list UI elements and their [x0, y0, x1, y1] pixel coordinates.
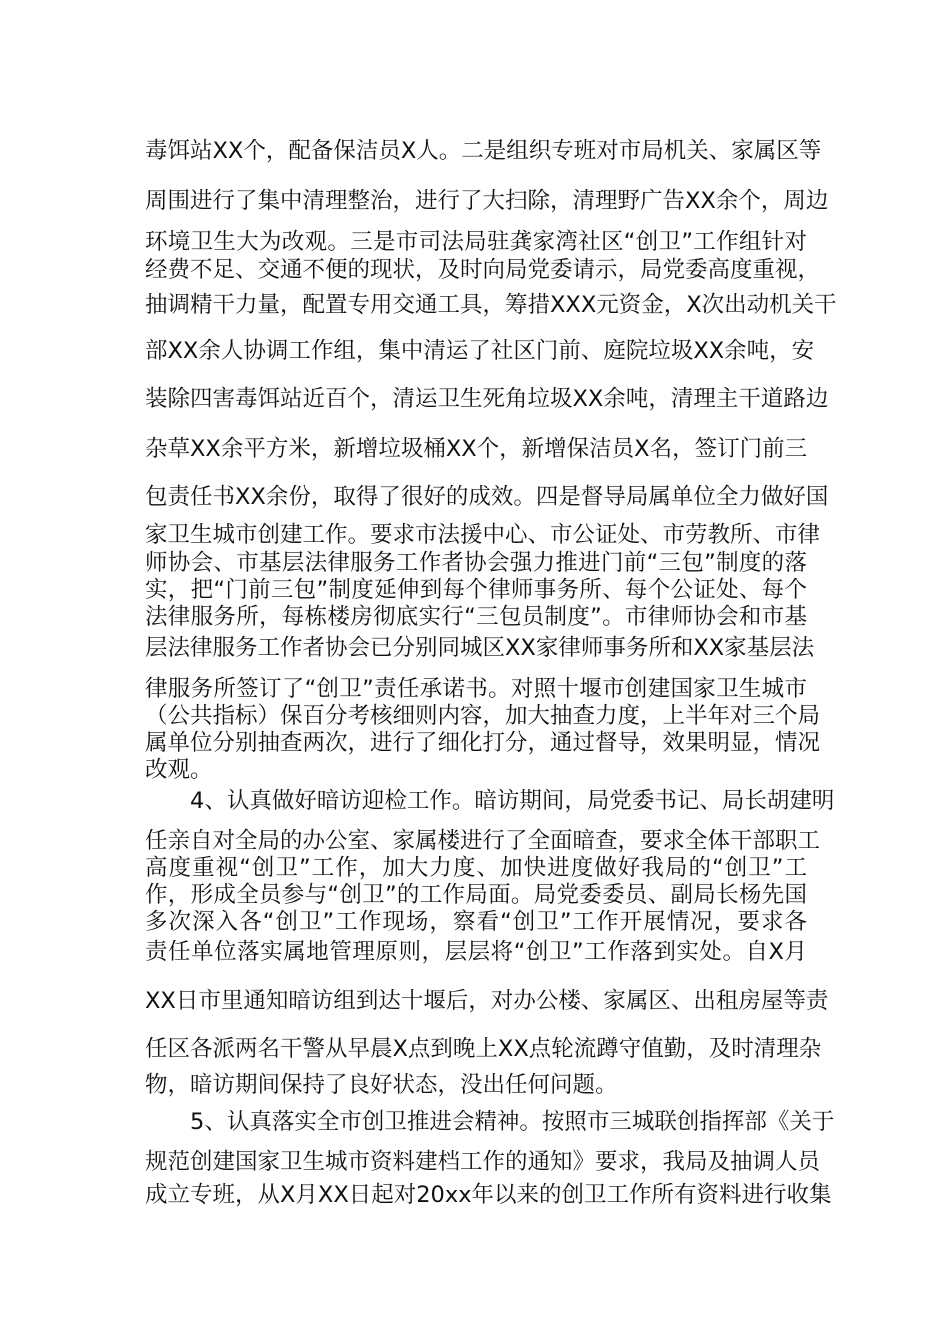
text-line: 规范创建国家卫生城市资料建档工作的通知》要求，我局及抽调人员: [145, 1149, 821, 1175]
text-line: 法律服务所，每栋楼房彻底实行“三包员制度”。市律师协会和市基: [145, 604, 807, 630]
text-line: 多次深入各“创卫”工作现场，察看“创卫”工作开展情况，要求各: [145, 909, 807, 935]
text-line: 包责任书XX余份，取得了很好的成效。四是督导局属单位全力做好国: [145, 484, 829, 510]
text-line: 律服务所签订了“创卫”责任承诺书。对照十堰市创建国家卫生城市: [145, 676, 807, 702]
paragraph-4-first-line: 4、认真做好暗访迎检工作。暗访期间，局党委书记、局长胡建明: [190, 788, 835, 814]
text-line: 责任单位落实属地管理原则，层层将“创卫”工作落到实处。自X月: [145, 939, 807, 965]
text-line: 杂草XX余平方米，新增垃圾桶XX个，新增保洁员X名，签订门前三: [145, 436, 808, 462]
text-line: 环境卫生大为改观。三是市司法局驻龚家湾社区“创卫”工作组针对: [145, 229, 807, 255]
text-line: 任亲自对全局的办公室、家属楼进行了全面暗查，要求全体干部职工: [145, 828, 821, 854]
text-line: 装除四害毒饵站近百个，清运卫生死角垃圾XX余吨，清理主干道路边: [145, 386, 829, 412]
text-line: 经费不足、交通不便的现状，及时向局党委请示，局党委高度重视，: [145, 257, 821, 283]
text-line: 毒饵站XX个，配备保洁员X人。二是组织专班对市局机关、家属区等: [145, 138, 822, 164]
text-line: 改观。: [145, 757, 213, 783]
paragraph-5-first-line: 5、认真落实全市创卫推进会精神。按照市三城联创指挥部《关于: [190, 1109, 835, 1135]
text-line: 抽调精干力量，配置专用交通工具，筹措XXX元资金，X次出动机关干: [145, 292, 837, 318]
text-line: XX日市里通知暗访组到达十堰后，对办公楼、家属区、出租房屋等责: [145, 988, 829, 1014]
text-line: 层法律服务工作者协会已分别同城区XX家律师事务所和XX家基层法: [145, 635, 815, 661]
text-line: 属单位分别抽查两次，进行了细化打分，通过督导，效果明显，情况: [145, 730, 821, 756]
text-line: 物，暗访期间保持了良好状态，没出任何问题。: [145, 1072, 618, 1098]
text-line: （公共指标）保百分考核细则内容，加大抽查力度，上半年对三个局: [145, 703, 821, 729]
text-line: 师协会、市基层法律服务工作者协会强力推进门前“三包”制度的落: [145, 550, 807, 576]
text-line: 作，形成全员参与“创卫”的工作局面。局党委委员、副局长杨先国: [145, 882, 807, 908]
text-line: 周围进行了集中清理整治，进行了大扫除，清理野广告XX余个，周边: [145, 188, 829, 214]
text-line: 成立专班，从X月XX日起对20xx年以来的创卫工作所有资料进行收集: [145, 1182, 832, 1208]
text-line: 家卫生城市创建工作。要求市法援中心、市公证处、市劳教所、市律: [145, 522, 821, 548]
text-line: 部XX余人协调工作组，集中清运了社区门前、庭院垃圾XX余吨，安: [145, 338, 815, 364]
text-line: 实，把“门前三包”制度延伸到每个律师事务所、每个公证处、每个: [145, 577, 807, 603]
text-line: 任区各派两名干警从早晨X点到晚上XX点轮流蹲守值勤，及时清理杂: [145, 1036, 822, 1062]
text-line: 高度重视“创卫”工作，加大力度、加快进度做好我局的“创卫”工: [145, 855, 807, 881]
